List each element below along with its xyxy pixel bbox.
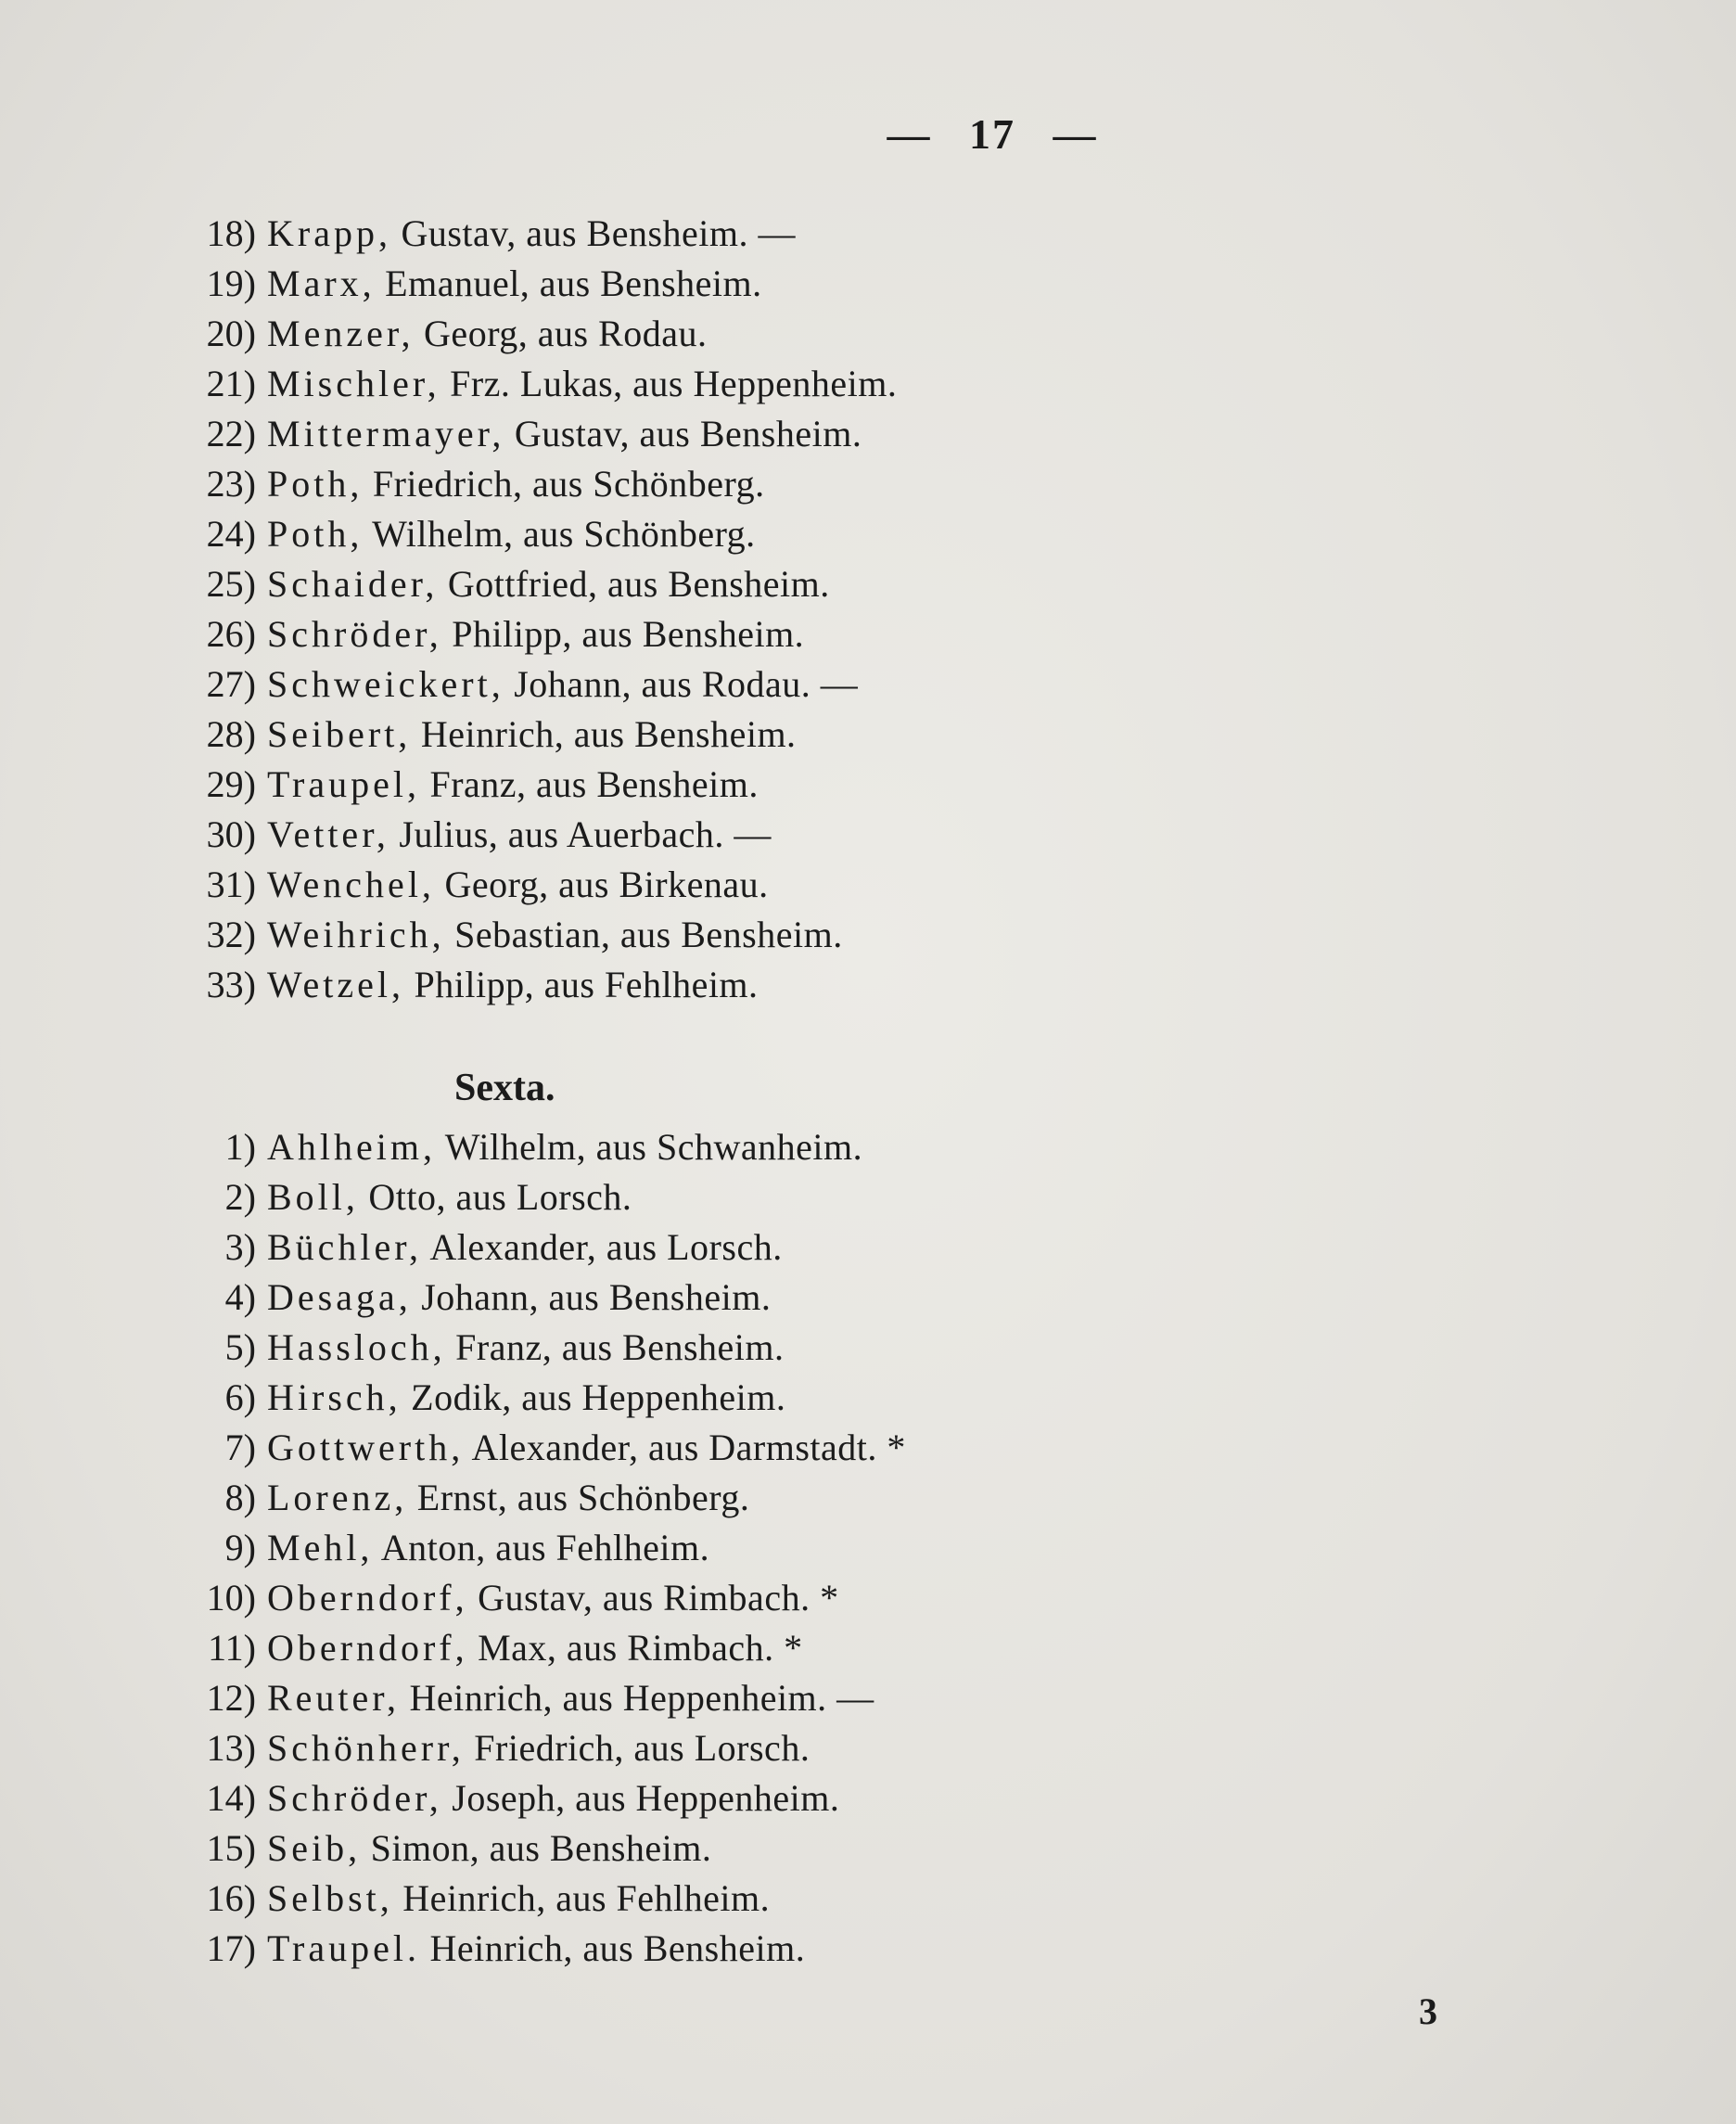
entry-number: 9): [224, 1527, 256, 1568]
entry-details: Max, aus Rimbach. *: [467, 1627, 803, 1669]
entry-details: Heinrich, aus Bensheim.: [411, 713, 797, 755]
entry-details: Wilhelm, aus Schönberg.: [363, 513, 756, 555]
entry-surname: Schröder,: [267, 613, 442, 655]
entry-surname: Schweickert,: [267, 663, 504, 705]
entry-details: Georg, aus Rodau.: [414, 313, 708, 354]
entry-number: 2): [224, 1176, 256, 1218]
list-item: [202, 361, 897, 407]
entry-details: Alexander, aus Darmstadt. *: [464, 1427, 906, 1468]
entry-number: 27): [206, 663, 256, 705]
list-item: [202, 912, 843, 958]
list-item: [202, 1324, 785, 1371]
entry-details: Emanuel, aus Bensheim.: [375, 262, 762, 304]
entry-details: Gustav, aus Rimbach. *: [467, 1577, 839, 1619]
list-item: [202, 211, 796, 257]
entry-details: Ernst, aus Schönberg.: [407, 1477, 750, 1518]
entry-details: Zodik, aus Heppenheim.: [401, 1376, 786, 1418]
entry-number: 19): [206, 262, 256, 304]
list-item: [202, 261, 762, 307]
entry-number: 15): [206, 1827, 256, 1869]
entry-details: Heinrich, aus Heppenheim. —: [400, 1677, 874, 1719]
entry-surname: Mischler,: [267, 363, 440, 404]
entry-number: 5): [224, 1326, 256, 1368]
section-heading-sexta: Sexta.: [454, 1067, 555, 1109]
entry-surname: Ahlheim,: [267, 1126, 436, 1168]
entry-surname: Oberndorf,: [267, 1627, 468, 1669]
signature-mark: 3: [1419, 1990, 1437, 2032]
entry-number: 1): [224, 1126, 256, 1168]
list-item: [202, 1425, 906, 1471]
entry-surname: Vetter,: [267, 813, 389, 855]
entry-number: 16): [206, 1877, 256, 1919]
entry-details: Heinrich, aus Bensheim.: [419, 1927, 806, 1969]
entry-details: Georg, aus Birkenau.: [434, 864, 769, 905]
list-item: [202, 1725, 810, 1772]
entry-details: Friedrich, aus Schönberg.: [363, 463, 765, 505]
entry-surname: Desaga,: [267, 1276, 412, 1318]
entry-number: 10): [206, 1577, 256, 1619]
list-item: [202, 1926, 805, 1972]
list-item: [202, 1625, 803, 1671]
list-item: [202, 812, 772, 858]
entry-surname: Schaider,: [267, 563, 439, 605]
entry-surname: Büchler,: [267, 1226, 423, 1268]
entry-surname: Hirsch,: [267, 1376, 402, 1418]
list-item: [202, 561, 830, 608]
entry-number: 26): [206, 613, 256, 655]
entry-number: 28): [206, 713, 256, 755]
list-item: [202, 1575, 839, 1621]
list-item: [202, 761, 759, 808]
entry-number: 4): [224, 1276, 256, 1318]
entry-surname: Menzer,: [267, 313, 415, 354]
entry-surname: Traupel,: [267, 763, 420, 805]
entry-number: 30): [206, 813, 256, 855]
entry-surname: Oberndorf,: [267, 1577, 468, 1619]
list-item: [202, 1525, 709, 1571]
entry-surname: Krapp,: [267, 212, 391, 254]
entry-surname: Marx,: [267, 262, 376, 304]
entry-details: Philipp, aus Bensheim.: [441, 613, 805, 655]
entry-details: Friedrich, aus Lorsch.: [464, 1727, 811, 1769]
entry-number: 11): [208, 1627, 256, 1669]
entry-surname: Poth,: [267, 513, 364, 555]
entry-number: 20): [206, 313, 256, 354]
list-item: [202, 1174, 632, 1221]
entry-details: Anton, aus Fehlheim.: [373, 1527, 710, 1568]
list-item: [202, 661, 858, 708]
list-item: [202, 1224, 783, 1271]
entry-number: 29): [206, 763, 256, 805]
entry-surname: Boll,: [267, 1176, 359, 1218]
list-item: [202, 862, 769, 908]
entry-number: 3): [224, 1226, 256, 1268]
list-item: [202, 1775, 839, 1822]
entry-details: Philipp, aus Fehlheim.: [404, 964, 759, 1005]
entry-surname: Wetzel,: [267, 964, 405, 1005]
list-item: [202, 411, 862, 457]
entry-surname: Traupel.: [267, 1927, 420, 1969]
entry-details: Franz, aus Bensheim.: [445, 1326, 785, 1368]
list-item: [202, 311, 708, 357]
entry-number: 21): [206, 363, 256, 404]
list-item: [202, 1124, 862, 1171]
entry-surname: Schönherr,: [267, 1727, 465, 1769]
entry-surname: Poth,: [267, 463, 364, 505]
entry-surname: Seibert,: [267, 713, 412, 755]
entry-number: 25): [206, 563, 256, 605]
list-item: [202, 611, 804, 658]
entry-number: 22): [206, 413, 256, 454]
entry-surname: Reuter,: [267, 1677, 401, 1719]
entry-surname: Hassloch,: [267, 1326, 446, 1368]
list-item: [202, 711, 797, 758]
page-number: — 17 —: [887, 110, 1098, 158]
entry-details: Johann, aus Rodau. —: [504, 663, 859, 705]
entry-number: 23): [206, 463, 256, 505]
entry-number: 6): [224, 1376, 256, 1418]
list-item: [202, 1875, 770, 1922]
entry-number: 12): [206, 1677, 256, 1719]
entry-details: Gottfried, aus Bensheim.: [438, 563, 830, 605]
entry-number: 33): [206, 964, 256, 1005]
entry-details: Gustav, aus Bensheim.: [504, 413, 862, 454]
entry-number: 7): [224, 1427, 256, 1468]
entry-details: Gustav, aus Bensheim. —: [390, 212, 796, 254]
entry-number: 14): [206, 1777, 256, 1819]
entry-surname: Seib,: [267, 1827, 362, 1869]
entry-surname: Mehl,: [267, 1527, 374, 1568]
entry-number: 17): [206, 1927, 256, 1969]
list-item: [202, 1475, 749, 1521]
entry-details: Frz. Lukas, aus Heppenheim.: [440, 363, 898, 404]
entry-number: 24): [206, 513, 256, 555]
entry-surname: Selbst,: [267, 1877, 393, 1919]
entry-details: Alexander, aus Lorsch.: [422, 1226, 783, 1268]
list-item: [202, 1825, 711, 1872]
list-item: [202, 1274, 771, 1321]
entry-number: 31): [206, 864, 256, 905]
entry-surname: Gottwerth,: [267, 1427, 465, 1468]
entry-details: Heinrich, aus Fehlheim.: [392, 1877, 771, 1919]
entry-surname: Schröder,: [267, 1777, 442, 1819]
entry-details: Otto, aus Lorsch.: [358, 1176, 632, 1218]
entry-surname: Wenchel,: [267, 864, 435, 905]
list-item: [202, 461, 765, 507]
entry-details: Sebastian, aus Bensheim.: [444, 914, 843, 955]
list-item: [202, 1375, 785, 1421]
entry-details: Joseph, aus Heppenheim.: [441, 1777, 840, 1819]
entry-details: Johann, aus Bensheim.: [411, 1276, 772, 1318]
list-item: [202, 1675, 874, 1721]
entry-surname: Lorenz,: [267, 1477, 408, 1518]
entry-details: Julius, aus Auerbach. —: [389, 813, 772, 855]
entry-number: 8): [224, 1477, 256, 1518]
entry-details: Wilhelm, aus Schwanheim.: [435, 1126, 863, 1168]
list-item: [202, 962, 759, 1008]
entry-number: 13): [206, 1727, 256, 1769]
entry-details: Simon, aus Bensheim.: [361, 1827, 712, 1869]
entry-surname: Mittermayer,: [267, 413, 505, 454]
entry-details: Franz, aus Bensheim.: [419, 763, 759, 805]
entry-number: 18): [206, 212, 256, 254]
list-item: [202, 511, 756, 557]
entry-surname: Weihrich,: [267, 914, 445, 955]
entry-number: 32): [206, 914, 256, 955]
